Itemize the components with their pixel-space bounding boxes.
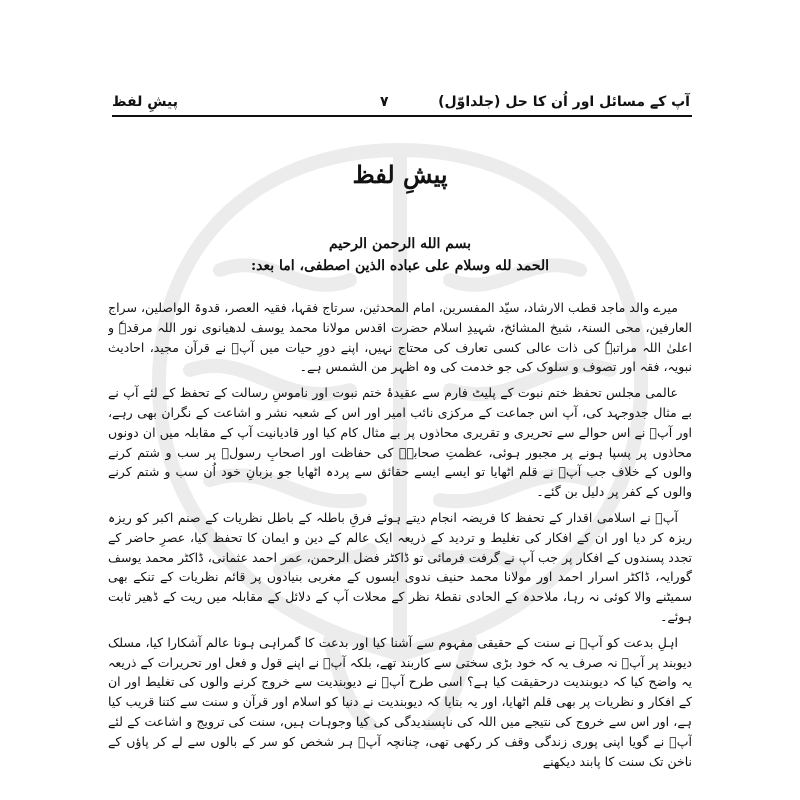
- header-divider: [112, 115, 692, 117]
- running-header: [112, 90, 690, 116]
- paragraph: عالمی مجلس تحفظ ختم نبوت کے پلیٹ فارم سے عقیدۂ ختم نبوت اور ناموسِ رسالت کے تحفظ کے لئے آپ نے بے مثال جدوجہد کی، آپ اس جماعت کے مرکزی نائب امیر اور اس کے شعبہ نشر و اشاعت کے نگران بھی رہے، اور آپؒ نے اس حوالے سے تحریری و تقریری محاذوں پر بے مثال کام کیا اور قادیانیت آپ کے مقابلہ میں ان دونوں محاذوں پر پسپا ہونے پر مجبور ہوئی، عظمتِ صحابہؓ کی حفاظت اور اصحابِ رسولؐ پر سب و شتم کرنے والوں کے خلاف جب آپؒ نے قلم اٹھایا تو ایسے ایسے حقائق سے پردہ اٹھایا جو بزبانِ خود اُن سب و شتم کرنے والوں کے کفر پر دلیل بن گئے۔: [108, 385, 692, 500]
- basmala: بسم الله الرحمن الرحيم: [329, 236, 471, 252]
- running-header-section: پیشِ لفظ: [112, 94, 178, 110]
- page-number: ۷: [380, 94, 389, 110]
- running-header-book-title: [438, 94, 690, 110]
- hamdala: الحمد لله وسلام على عباده الذين اصطفى، اما بعد:: [250, 258, 550, 274]
- volume-label: (جلداوّل): [438, 94, 501, 110]
- paragraph: آپؒ نے اسلامی اقدار کے تحفظ کا فریضہ انجام دیتے ہوئے فرقِ باطلہ کے باطل نظریات کے صنم اکبر کو ریزہ ریزہ کر دیا اور ان کے افکار کی تغلیط و تردید کے ذریعہ ایک عالم کے دین و ایمان کا تحفظ کیا، عصرِ حاضر کے تجدد پسندوں کے افکار پر جب آپ نے گرفت فرمائی تو ڈاکٹر فضل الرحمن، عمر احمد عثمانی، ڈاکٹر محمد یوسف گورایہ، ڈاکٹر اسرار احمد اور مولانا محمد حنیف ندوی ایسوں کے مغربی بنیادوں پر قائم نظریات کے تنکے بھی سمیٹنے والا کوئی نہ رہا، ملاحدہ کے الحادی نقطۂ نظر کے محلات آپ کے دلائل کے مقابلہ میں ریت کے ڈھیر ثابت ہوئے۔: [108, 509, 692, 624]
- paragraph: میرے والد ماجد قطب الارشاد، سیّد المفسرین، امام المحدثین، سرتاج فقہا، فقیہ العصر، قدوۃ الواصلین، سراج العارفین، محی السنۃ، شیخ المشائخ، شہیدِ اسلام حضرت اقدس مولانا محمد یوسف لدھیانوی نور اللہ مرقدہٗ و اعلیٰ اللہ مراتبہٗ کی ذات عالی کسی تعارف کی محتاج نہیں، اپنے دورِ حیات میں آپؒ نے قرآن مجید، احادیث نبویہ، فقہ اور تصوف و سلوک کی جو خدمت کی وہ اظہر من الشمس ہے۔: [108, 300, 692, 375]
- paragraph: اہلِ بدعت کو آپؒ نے سنت کے حقیقی مفہوم سے آشنا کیا اور بدعت کا گمراہی ہونا عالم آشکارا کیا، مسلک دیوبند پر آپؒ نہ صرف یہ کہ خود بڑی سختی سے کاربند تھے، بلکہ آپؒ نے اپنے قول و فعل اور تحریرات کے ذریعہ یہ واضح کیا کہ دیوبندیت درحقیقت کیا ہے؟ اسی طرح آپؒ نے دیوبندیت سے خروج کرنے والوں کی تغلیط اور ان کے افکار و نظریات پر بھی قلم اٹھایا، اور یہ بتایا کہ دیوبندیت نے دنیا کو اسلام اور قرآن و سنت سے کتنا قریب کیا ہے، اور اس سے خروج کی نتیجے میں اللہ کی ناپسندیدگی کی کیا وجوہات ہیں، سنت کی ترویج و اشاعت کے لئے آپؒ نے گویا اپنی پوری زندگی وقف کر رکھی تھی، چنانچہ آپؒ ہر شخص کو سر کے بالوں سے لے کر پاؤں کے ناخن تک سنت کا پابند دیکھنے: [108, 634, 692, 769]
- body-text: [108, 298, 692, 798]
- book-title: آپ کے مسائل اور اُن کا حل: [505, 94, 690, 110]
- page-title: پیشِ لفظ: [352, 160, 448, 189]
